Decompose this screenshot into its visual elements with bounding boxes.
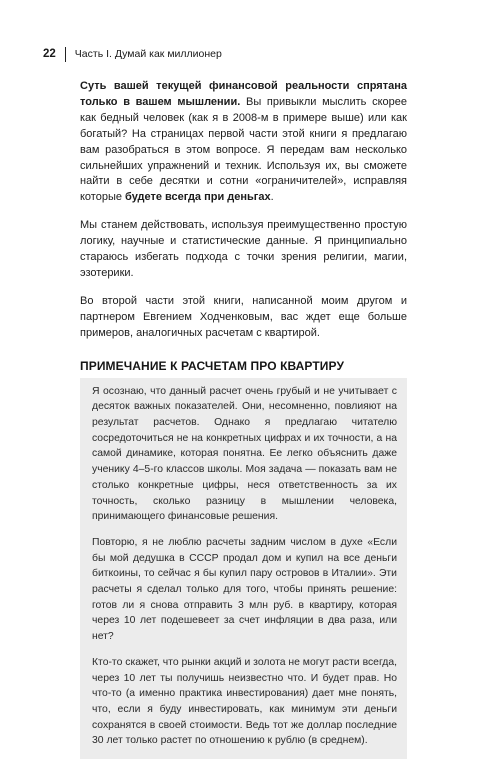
running-title: Часть I. Думай как миллионер <box>74 48 222 60</box>
paragraph-1-text-b: . <box>270 191 274 204</box>
paragraph-2: Мы станем действовать, используя преимущественно простую логику, научные и статистические данные. Я принципиально стараюсь избегать подхода с точки зрения религии, магии, эзотерики. <box>80 219 407 279</box>
paragraph-1-bold-lead: Суть вашей текущей финансовой реальности спрятана только в вашем мышлении. <box>80 80 407 108</box>
paragraph-1-bold-tail: будете всегда при деньгах <box>125 191 271 204</box>
note-box <box>80 378 407 759</box>
page-number: 22 <box>43 48 56 60</box>
header-divider <box>65 47 66 62</box>
paragraph-1 <box>80 79 407 206</box>
note-paragraph-1: Я осознаю, что данный расчет очень грубый и не учитывает с десяток важных показателей. Они, несомненно, повлияют на результат расчетов. Однако я предлагаю читателю сосредоточиться не на конкретных цифрах и их точности, а на самой динамике, которая понятна. Ее легко объяснить даже ученику 4–5-го классов школы. Моя задача — показать вам не столько конкретные цифры, неся ответственность за их точность, сколько разницу в мышлении человека, принимающего финансовые решения. <box>92 385 397 523</box>
body-text <box>80 79 407 759</box>
paragraph-1-text-a: Вы привыкли мыслить скорее как бедный человек (как я в 2008-м в примере выше) или как богатый? На страницах первой части этой книги я предлагаю вам разобраться в этом вопросе. Я передам вам несколько сильнейших упражнений и техник. Используя их, вы сможете найти в себе десятки и сотни «ограничителей», исправляя которые <box>80 95 407 204</box>
paragraph-3: Во второй части этой книги, написанной моим другом и партнером Евгением Ходченковым, вас ждет еще больше примеров, аналогичных расчетам с квартирой. <box>80 294 407 339</box>
note-paragraph-3: Кто-то скажет, что рынки акций и золота не могут расти всегда, через 10 лет ты получишь неизвестно что. И будет прав. Но что-то (а именно практика инвестирования) дает мне понять, что, если я буду инвестировать, как минимум эти деньги сохранятся в своей стоимости. Ведь тот же доллар последние 30 лет только растет по отношению к рублю (в среднем). <box>92 656 397 747</box>
running-head <box>43 46 222 62</box>
note-paragraph-2: Повторю, я не люблю расчеты задним числом в духе «Если бы мой дедушка в СССР продал дом и купил на все деньги биткоины, то сейчас я бы купил пару островов в Италии». Эти расчеты я сделал только для того, чтобы принять решение: готов ли я снова отправить 3 млн руб. в квартиру, которая через 10 лет подешевеет за счет инфляции в два раза, или нет? <box>92 536 397 643</box>
section-heading: ПРИМЕЧАНИЕ К РАСЧЕТАМ ПРО КВАРТИРУ <box>80 358 345 373</box>
